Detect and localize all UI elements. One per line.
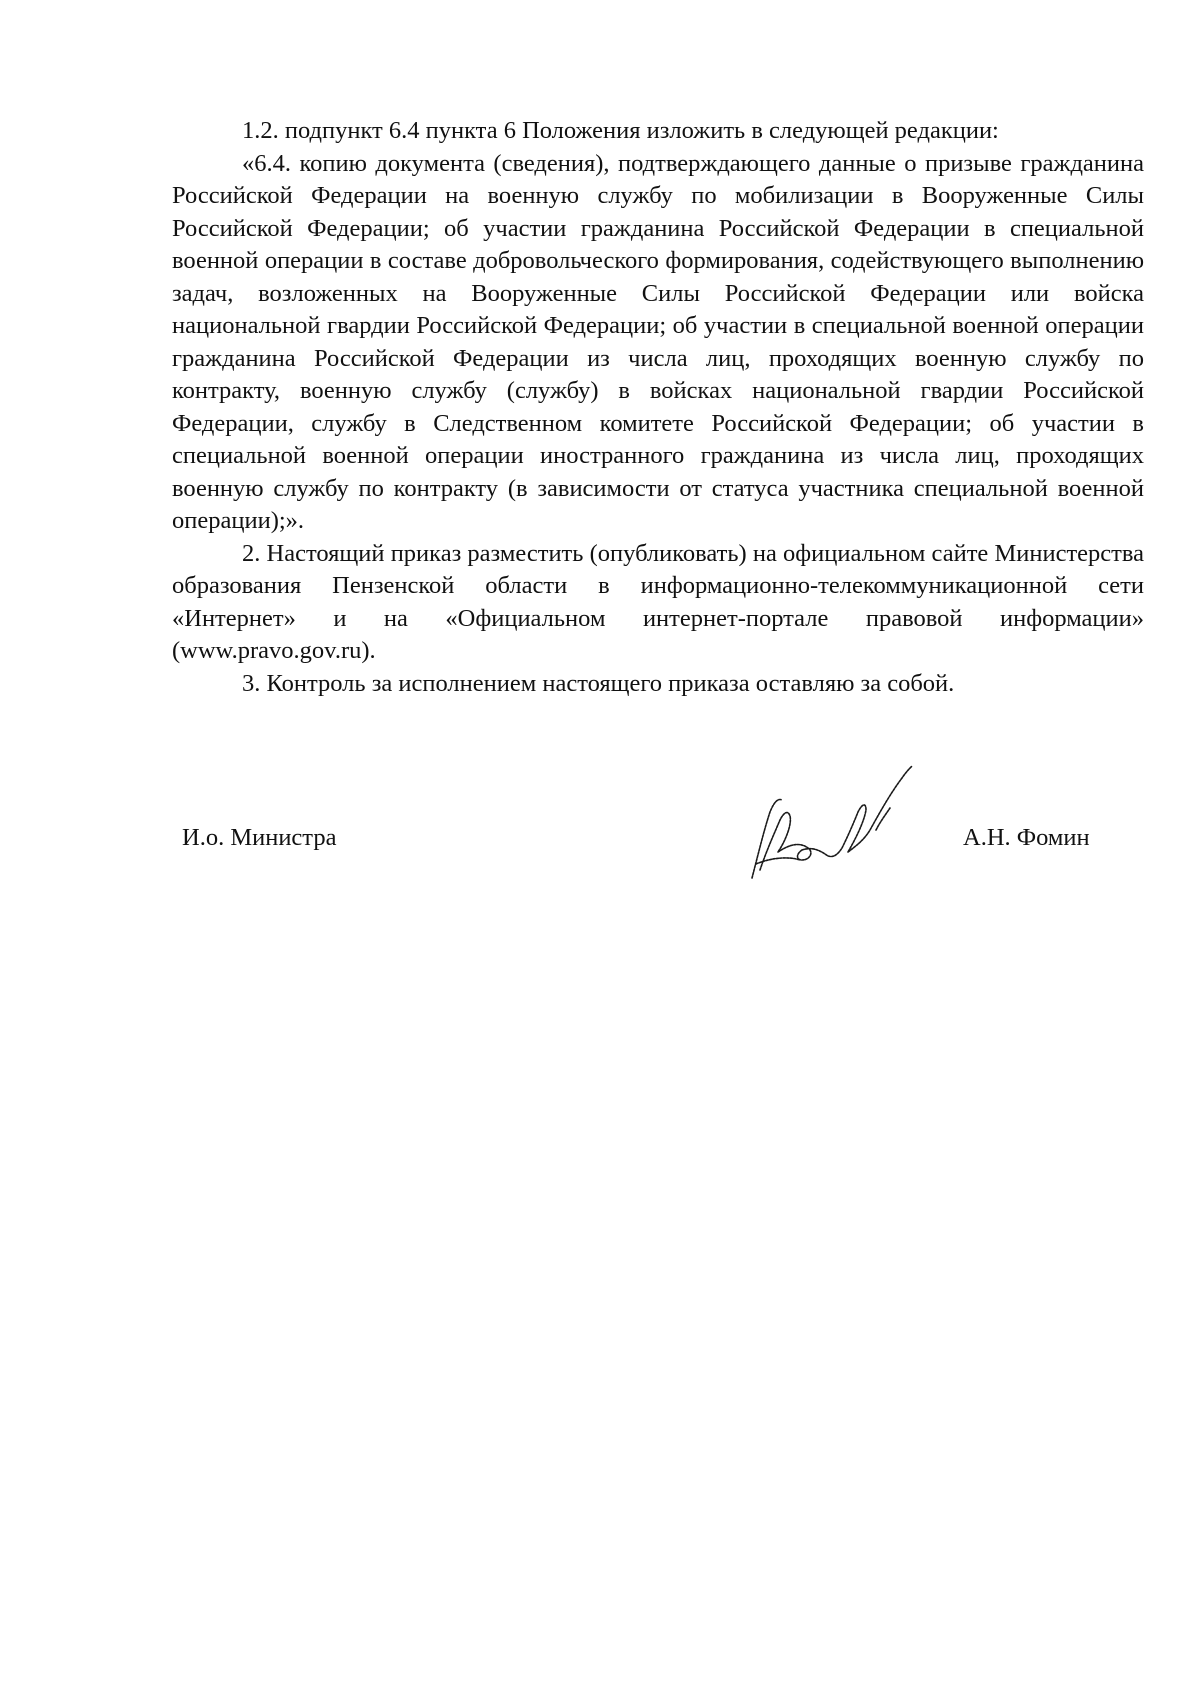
signature-block	[0, 760, 1200, 890]
paragraph-3-control: 3. Контроль за исполнением настоящего приказа оставляю за собой.	[242, 669, 955, 697]
paragraph-1-2: 1.2. подпункт 6.4 пункта 6 Положения изложить в следующей редакции:	[242, 117, 999, 144]
paragraph-6-4-quote: «6.4. копию документа (сведения), подтверждающего данные о призыве гражданина Российской Федерации на военную службу по мобилизации в Вооруженные Силы Российской Федерации; об участии гражданина Российской Федерации в специальной военной операции в составе добровольческого формирования, содействующего выполнению задач, возложенных на Вооруженные Силы Российской Федерации или войска национальной гвардии Российской Федерации; об участии в специальной военной операции гражданина Российской Федерации из числа лиц, проходящих военную службу по контракту, военную службу (службу) в войсках национальной гвардии Российской Федерации, службу в Следственном комитете Российской Федерации; об участии в специальной военной операции иностранного гражданина из числа лиц, проходящих военную службу по контракту (в зависимости от статуса участника специальной военной операции);».	[172, 149, 1144, 534]
paragraph-2-publication: 2. Настоящий приказ разместить (опубликовать) на официальном сайте Министерства образования Пензенской области в информационно-телекоммуникационной сети «Интернет» и на «Официальном интернет-портале правовой информации» (www.pravo.gov.ru).	[172, 539, 1144, 664]
signer-name: А.Н. Фомин	[963, 824, 1090, 851]
document-body	[172, 115, 1144, 700]
handwritten-signature	[730, 760, 930, 890]
signer-position: И.о. Министра	[182, 824, 337, 851]
